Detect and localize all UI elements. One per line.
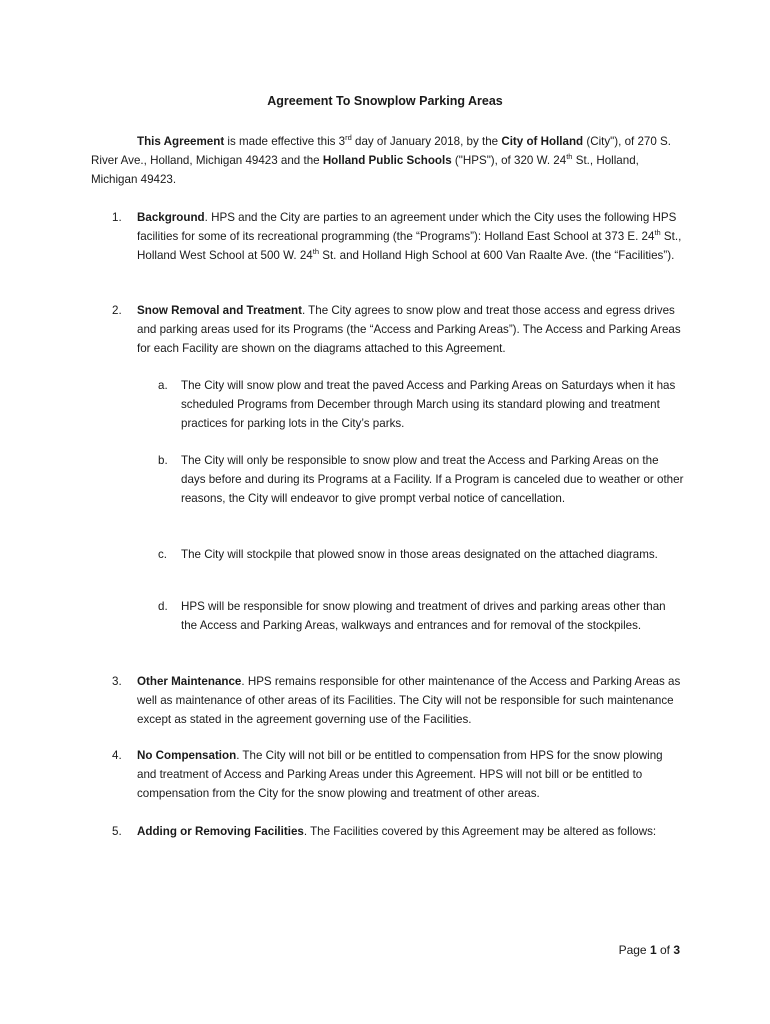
section-snow-removal — [112, 301, 684, 358]
subsection-c — [158, 545, 684, 564]
intro-text-2: day of January 2018, by the — [351, 135, 502, 148]
section-body — [137, 672, 684, 729]
section-text: . The City will not bill or be entitled to compensation from HPS for the snow plowing and treatment of Access and Parking Areas under this Agreement. HPS will not bill or be entitled to compensation from the City for the snow plowing and treatment of other areas. — [137, 749, 663, 800]
section-heading: No Compensation — [137, 749, 237, 762]
intro-agreement-term: This Agreement — [137, 135, 225, 148]
section-no-compensation — [112, 746, 684, 803]
section-heading: Other Maintenance — [137, 675, 242, 688]
intro-text-5: St., Holland, Michigan 49423. — [91, 154, 639, 186]
section-body — [137, 301, 684, 358]
subsection-a — [158, 376, 684, 433]
intro-city-name: City of Holland — [501, 135, 584, 148]
section-background — [112, 208, 684, 265]
subsection-d — [158, 597, 684, 635]
section-text: . The Facilities covered by this Agreement may be altered as follows: — [303, 825, 657, 838]
subsection-text: The City will snow plow and treat the paved Access and Parking Areas on Saturdays when it has scheduled Programs from December through March using its standard plowing and treatment practices for parking lots in the City’s parks. — [181, 379, 676, 430]
section-text: St. and Holland High School at 600 Van Raalte Ave. (the “Facilities”). — [319, 249, 675, 262]
superscript: th — [654, 228, 661, 238]
page-current: 1 — [649, 943, 657, 957]
subsection-letter: a. — [158, 379, 168, 392]
section-number: 5. — [112, 825, 122, 838]
section-other-maintenance — [112, 672, 684, 729]
intro-schools-name: Holland Public Schools — [322, 154, 452, 167]
section-body — [137, 822, 684, 841]
subsection-letter: b. — [158, 454, 168, 467]
section-heading: Snow Removal and Treatment — [137, 304, 302, 317]
page-number — [619, 943, 680, 957]
intro-text-4: ("HPS"), of 320 W. 24 — [451, 154, 567, 167]
subsection-text: The City will stockpile that plowed snow in those areas designated on the attached diagrams. — [181, 548, 658, 561]
section-number: 4. — [112, 749, 122, 762]
subsection-letter: c. — [158, 548, 168, 561]
page-of: of — [656, 943, 674, 957]
subsection-letter: d. — [158, 600, 168, 613]
intro-superscript-2: th — [566, 152, 573, 162]
intro-text-1: is made effective this 3 — [224, 135, 346, 148]
subsection-text: HPS will be responsible for snow plowing and treatment of drives and parking areas other than the Access and Parking Areas, walkways and entrances and for removal of the stockpiles. — [181, 600, 666, 632]
document-title: Agreement To Snowplow Parking Areas — [267, 94, 503, 108]
intro-text-3: (City"), of 270 S. River Ave., Holland, Michigan 49423 and the — [91, 135, 672, 167]
section-text: . HPS and the City are parties to an agreement under which the City uses the following HPS facilities for some of its recreational programming (the “Programs”): Holland East School at 373 E. 24 — [137, 211, 677, 243]
section-number: 1. — [112, 211, 122, 224]
subsection-b — [158, 451, 684, 508]
section-number: 3. — [112, 675, 122, 688]
section-number: 2. — [112, 304, 122, 317]
section-text: . HPS remains responsible for other maintenance of the Access and Parking Areas as well as maintenance of other areas of its Facilities. The City will not be responsible for such maintenance except as stated in the agreement governing use of the Facilities. — [137, 675, 681, 726]
intro-superscript-1: rd — [345, 133, 352, 143]
section-text: St., Holland West School at 500 W. 24 — [137, 230, 682, 262]
superscript: th — [312, 247, 319, 257]
section-adding-removing-facilities — [112, 822, 684, 841]
page-total: 3 — [673, 943, 680, 957]
section-heading: Adding or Removing Facilities — [137, 825, 304, 838]
section-body — [137, 208, 684, 265]
intro-paragraph — [91, 132, 686, 189]
subsection-text: The City will only be responsible to snow plow and treat the Access and Parking Areas on the days before and during its Programs at a Facility. If a Program is canceled due to weather or other reasons, the City will endeavor to give prompt verbal notice of cancellation. — [181, 454, 684, 505]
section-heading: Background — [137, 211, 205, 224]
section-body — [137, 746, 684, 803]
section-text: . The City agrees to snow plow and treat those access and egress drives and parking areas used for its Programs (the “Access and Parking Areas”). The Access and Parking Areas for each Facility are shown on the diagrams attached to this Agreement. — [137, 304, 681, 355]
page-label: Page — [618, 943, 650, 957]
